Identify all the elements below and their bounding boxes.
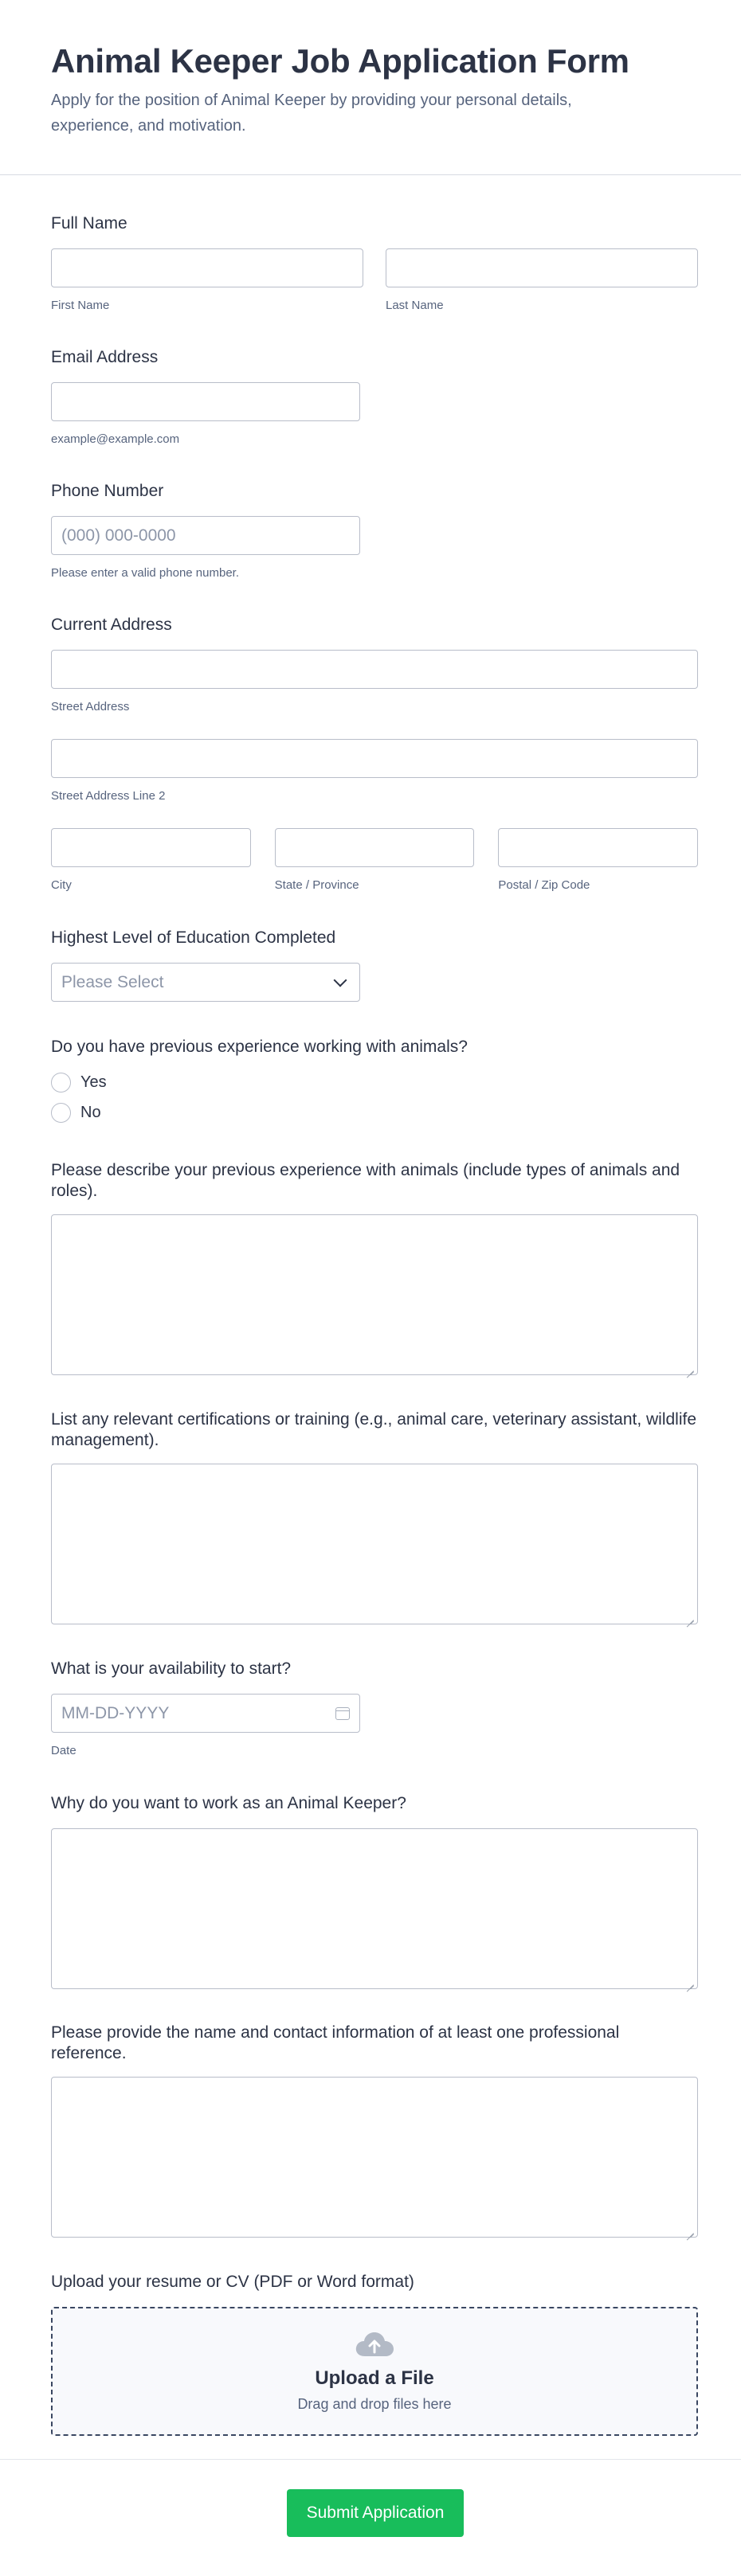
phone-placeholder: (000) 000-0000 <box>61 526 176 545</box>
last-name-input[interactable] <box>386 248 698 287</box>
experience-question-field <box>51 1037 698 1128</box>
radio-option-no[interactable] <box>51 1097 698 1128</box>
email-field <box>51 347 698 447</box>
file-dropzone[interactable] <box>51 2307 698 2436</box>
certifications-textarea[interactable] <box>51 1464 698 1624</box>
state-input[interactable] <box>275 828 475 867</box>
state-sublabel: State / Province <box>274 878 359 892</box>
education-field <box>51 928 698 1002</box>
submit-application-button[interactable]: Submit Application <box>287 2489 464 2537</box>
last-name-sublabel: Last Name <box>386 299 444 312</box>
street-address-input[interactable] <box>51 650 698 689</box>
experience-description-label: Please describe your previous experience with animals (include types of animals and roles). <box>51 1161 680 1200</box>
radio-label-yes: Yes <box>80 1073 107 1091</box>
phone-label: Phone Number <box>51 482 164 500</box>
city-sublabel: City <box>51 878 72 892</box>
first-name-input[interactable] <box>51 248 363 287</box>
phone-field <box>51 481 698 580</box>
zip-sublabel: Postal / Zip Code <box>498 878 590 892</box>
form-title: Animal Keeper Job Application Form <box>51 42 629 80</box>
phone-input[interactable] <box>51 516 360 555</box>
certifications-field <box>51 1409 698 1624</box>
reference-textarea[interactable] <box>51 2077 698 2238</box>
upload-field <box>51 2272 698 2436</box>
certifications-label: List any relevant certifications or training (e.g., animal care, veterinary assistant, wildlife management). <box>51 1410 697 1449</box>
date-placeholder: MM-DD-YYYY <box>61 1703 170 1722</box>
street-address-sublabel: Street Address <box>51 700 130 713</box>
zip-input[interactable] <box>498 828 698 867</box>
first-name-sublabel: First Name <box>51 299 110 312</box>
motivation-field <box>51 1793 698 1989</box>
education-select[interactable] <box>51 963 360 1002</box>
experience-description-textarea[interactable] <box>51 1214 698 1375</box>
upload-subtitle: Drag and drop files here <box>297 2395 452 2412</box>
form-subtitle: Apply for the position of Animal Keeper by providing your personal details, experience, and motivation. <box>51 92 572 135</box>
full-name-field <box>51 213 698 313</box>
availability-label: What is your availability to start? <box>51 1659 292 1678</box>
email-input[interactable] <box>51 382 360 421</box>
education-label: Highest Level of Education Completed <box>51 928 336 947</box>
street-address-line2-input[interactable] <box>51 739 698 778</box>
chevron-down-icon <box>334 973 347 987</box>
email-label: Email Address <box>51 348 159 366</box>
city-input[interactable] <box>51 828 251 867</box>
education-selected-value: Please Select <box>61 972 164 991</box>
radio-label-no: No <box>80 1103 101 1121</box>
full-name-label: Full Name <box>51 214 127 233</box>
motivation-textarea[interactable] <box>51 1828 698 1989</box>
resize-handle-icon[interactable] <box>686 1977 694 1985</box>
upload-label: Upload your resume or CV (PDF or Word format) <box>51 2273 414 2291</box>
resize-handle-icon[interactable] <box>686 1612 694 1620</box>
street-address-line2-sublabel: Street Address Line 2 <box>51 789 166 803</box>
address-field <box>51 615 698 893</box>
availability-field <box>51 1659 698 1758</box>
upload-title: Upload a File <box>315 2367 434 2389</box>
reference-label: Please provide the name and contact information of at least one professional reference. <box>51 2023 620 2062</box>
motivation-label: Why do you want to work as an Animal Keeper? <box>51 1794 406 1812</box>
reference-field <box>51 2023 698 2238</box>
experience-description-field <box>51 1160 698 1375</box>
resize-handle-icon[interactable] <box>686 1363 694 1371</box>
experience-question-label: Do you have previous experience working with animals? <box>51 1038 468 1056</box>
calendar-icon[interactable] <box>335 1707 350 1720</box>
email-sublabel: example@example.com <box>51 432 180 446</box>
phone-sublabel: Please enter a valid phone number. <box>51 566 239 580</box>
date-sublabel: Date <box>51 1744 76 1757</box>
radio-circle-icon[interactable] <box>51 1073 71 1093</box>
form-footer <box>0 2459 741 2576</box>
resize-handle-icon[interactable] <box>686 2226 694 2234</box>
radio-option-yes[interactable] <box>51 1067 698 1097</box>
availability-date-input[interactable] <box>51 1694 360 1733</box>
cloud-upload-icon <box>354 2331 395 2358</box>
radio-circle-icon[interactable] <box>51 1103 71 1123</box>
address-label: Current Address <box>51 616 172 634</box>
form-header <box>0 0 741 175</box>
